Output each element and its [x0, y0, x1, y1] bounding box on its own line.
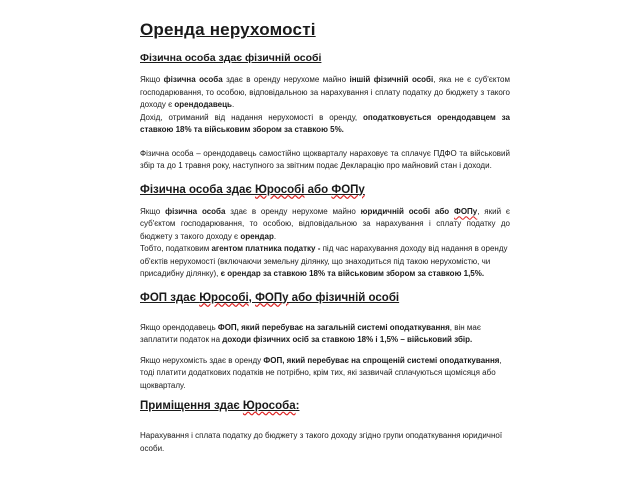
document-title: Оренда нерухомості: [140, 20, 316, 39]
paragraph: Якщо фізична особа здає в оренду нерухоме майно юридичній особі або ФОПу, який є суб'єктом господарювання, то особою, відповідальною за нарахування і сплату податку до бюджету з такого доходу є орендар.: [140, 206, 510, 241]
section-heading-legal-entity-lessor: Приміщення здає Юрособа:: [140, 400, 300, 412]
section-heading-individual-to-legal-entity: Фізична особа здає Юрособі або ФОПу: [140, 183, 365, 196]
paragraph: Нарахування і сплата податку до бюджету з такого доходу згідно групи оподаткування юридичної особи.: [140, 431, 503, 453]
paragraph: Фізична особа – орендодавець самостійно щокварталу нараховує та сплачує ПДФО та військовий збір та до 1 травня року, наступного за звітним подає Декларацію про майновий стан і доходи.: [140, 148, 510, 170]
section-heading-individual-to-individual: Фізична особа здає фізичній особі: [140, 52, 322, 64]
paragraph: Якщо орендодавець ФОП, який перебуває на загальній системі оподаткування, він має заплатити податок на доходи фізичних осіб за ставкою 18% і 1,5% – військовий збір.: [140, 322, 481, 344]
paragraph: Дохід, отриманий від надання нерухомості в оренду, оподатковується орендодавцем за ставкою 18% та військовим збором за ставкою 5%.: [140, 112, 511, 134]
document-page: [140, 20, 510, 455]
paragraph: Якщо фізична особа здає в оренду нерухоме майно іншій фізичній особі, яка не є суб'єктом господарювання, то особою, відповідальною за нарахування і сплату податку до бюджету з такого доходу є орендодавець.: [140, 75, 511, 109]
paragraph: Тобто, податковим агентом платника податку - під час нарахування доходу від надання в оренду об'єктів нерухомості (включаючи земельну ділянку, що знаходиться під такою нерухомістю, чи присадибну ділянку), є орендар за ставкою 18% та військовим збором за ставкою 1,5%.: [140, 244, 508, 278]
section-heading-fop-lessor: ФОП здає Юрособі, ФОПу або фізичній особі: [140, 291, 400, 304]
paragraph: Якщо нерухомість здає в оренду ФОП, який перебуває на спрощеній системі оподаткування, тоді платити додаткових податків не потрібно, крім тих, які зазвичай сплачуються щомісяця або щокварталу.: [140, 355, 502, 390]
